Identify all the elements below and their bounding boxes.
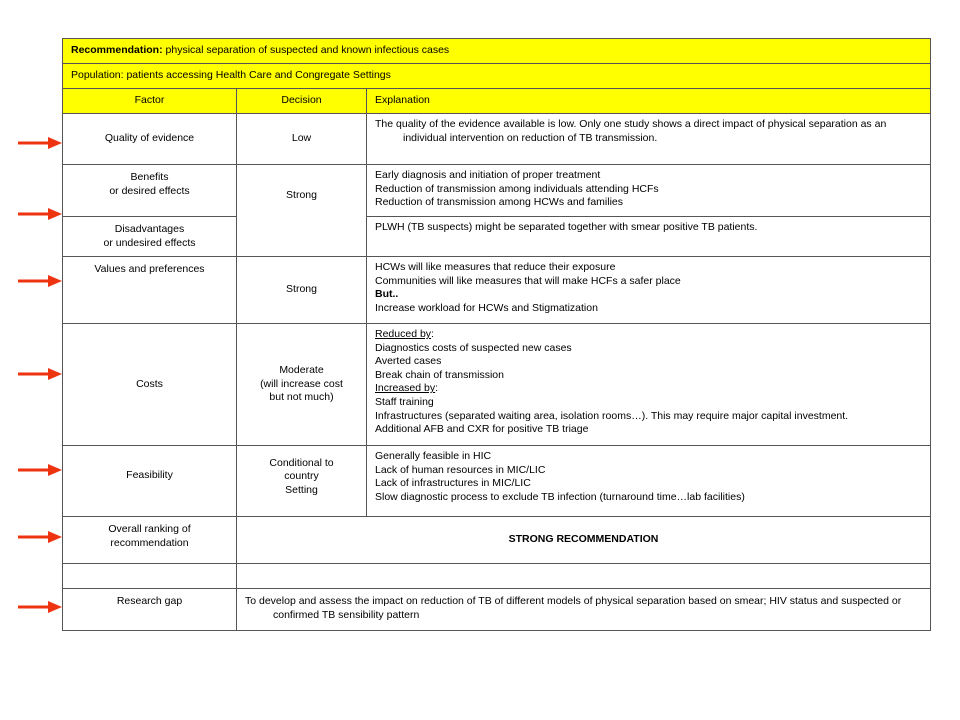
reduced-by-label: Reduced by <box>375 328 432 340</box>
factor-values: Values and preferences <box>63 257 237 324</box>
table-row-disadvantages <box>63 217 931 257</box>
decision-feasibility-line-1: Conditional to <box>269 456 334 469</box>
decision-feasibility-line-2: country <box>284 470 319 483</box>
header-row <box>63 89 931 114</box>
arrow-icon-feasibility <box>16 463 64 477</box>
decision-quality: Low <box>237 114 367 165</box>
recommendation-table <box>62 38 931 631</box>
recommendation-text: physical separation of suspected and known infectious cases <box>162 44 450 57</box>
factor-costs: Costs <box>63 324 237 446</box>
reduced-by-heading: Reduced by: <box>375 328 434 340</box>
factor-benefits-line-2: or desired effects <box>109 184 190 197</box>
feasibility-line-1: Generally feasible in HIC <box>375 450 492 462</box>
factor-quality: Quality of evidence <box>63 114 237 165</box>
table-row-costs <box>63 324 931 446</box>
explanation-disadvantages: PLWH (TB suspects) might be separated together with smear positive TB patients. <box>367 217 931 257</box>
increased-item-3: Additional AFB and CXR for positive TB triage <box>375 423 589 436</box>
factor-disadvantages-line-1: Disadvantages <box>114 223 185 235</box>
increased-by-heading: Increased by: <box>375 382 439 395</box>
decision-feasibility <box>237 446 367 517</box>
benefits-line-3: Reduction of transmission among HCWs and families <box>375 196 624 209</box>
population-row <box>63 64 931 89</box>
population-cell <box>63 64 931 89</box>
factor-feasibility: Feasibility <box>63 446 237 517</box>
decision-costs-line-2: (will increase cost <box>260 377 343 390</box>
table-row-overall <box>63 517 931 564</box>
benefits-line-2: Reduction of transmission among individuals attending HCFs <box>375 182 659 195</box>
arrow-icon-benefits <box>16 207 64 221</box>
table-row-empty <box>63 564 931 589</box>
explanation-values <box>367 257 931 324</box>
feasibility-line-3: Lack of infrastructures in MIC/LIC <box>375 477 531 490</box>
reduced-item-2: Averted cases <box>375 355 442 368</box>
population-text: patients accessing Health Care and Congregate Settings <box>123 69 391 82</box>
explanation-quality <box>367 114 931 165</box>
arrow-icon-research <box>16 600 64 614</box>
decision-feasibility-line-3: Setting <box>285 483 318 496</box>
factor-research: Research gap <box>63 589 237 631</box>
header-explanation: Explanation <box>367 89 931 114</box>
decision-costs-line-3: but not much) <box>269 391 334 404</box>
research-text: To develop and assess the impact on reduction of TB of different models of physical separation based on smear; HIV status and suspected or confirmed TB sensibility pattern <box>245 595 902 621</box>
population-label: Population: <box>71 69 124 82</box>
decision-values: Strong <box>237 257 367 324</box>
increased-item-2: Infrastructures (separated waiting area, isolation rooms…). This may require major capital investment. <box>375 409 849 422</box>
values-line-3: Increase workload for HCWs and Stigmatization <box>375 301 598 314</box>
values-but-text: But.. <box>375 288 399 301</box>
values-line-2: Communities will like measures that will make HCFs a safer place <box>375 274 681 287</box>
factor-overall-line-2: recommendation <box>110 536 189 549</box>
benefits-line-1: Early diagnosis and initiation of proper treatment <box>375 169 601 181</box>
table-row-benefits <box>63 165 931 217</box>
decision-strong-shared: Strong <box>237 165 367 257</box>
decision-costs-line-1: Moderate <box>279 364 324 377</box>
feasibility-line-2: Lack of human resources in MIC/LIC <box>375 463 546 476</box>
explanation-costs <box>367 324 931 446</box>
arrow-icon-costs <box>16 367 64 381</box>
table-row-values <box>63 257 931 324</box>
reduced-item-3: Break chain of transmission <box>375 368 504 381</box>
factor-overall <box>63 517 237 564</box>
recommendation-label: Recommendation: <box>71 44 163 57</box>
explanation-feasibility <box>367 446 931 517</box>
recommendation-cell <box>63 39 931 64</box>
header-decision: Decision <box>237 89 367 114</box>
explanation-research <box>237 589 931 631</box>
factor-overall-line-1: Overall ranking of <box>108 523 191 535</box>
table-row-feasibility <box>63 446 931 517</box>
table-row-quality <box>63 114 931 165</box>
factor-disadvantages-line-2: or undesired effects <box>103 236 196 249</box>
reduced-item-1: Diagnostics costs of suspected new cases <box>375 341 572 354</box>
factor-benefits-line-1: Benefits <box>130 171 169 183</box>
increased-by-label: Increased by <box>375 382 436 395</box>
arrow-icon-values <box>16 274 64 288</box>
empty-cell-factor <box>63 564 237 589</box>
overall-recommendation: STRONG RECOMMENDATION <box>237 517 931 564</box>
arrow-icon-quality <box>16 136 64 150</box>
explanation-quality-text: The quality of the evidence available is low. Only one study shows a direct impact of physical separation as an individual intervention on reduction of TB transmission. <box>375 118 887 144</box>
feasibility-line-4: Slow diagnostic process to exclude TB infection (turnaround time…lab facilities) <box>375 490 745 503</box>
values-line-1: HCWs will like measures that reduce their exposure <box>375 261 616 273</box>
empty-cell-span <box>237 564 931 589</box>
values-but <box>375 288 922 302</box>
factor-benefits <box>63 165 237 217</box>
explanation-benefits <box>367 165 931 217</box>
increased-item-1: Staff training <box>375 395 434 408</box>
table-row-research <box>63 589 931 631</box>
recommendation-row <box>63 39 931 64</box>
factor-disadvantages <box>63 217 237 257</box>
arrow-icon-overall <box>16 530 64 544</box>
header-factor: Factor <box>63 89 237 114</box>
decision-costs <box>237 324 367 446</box>
